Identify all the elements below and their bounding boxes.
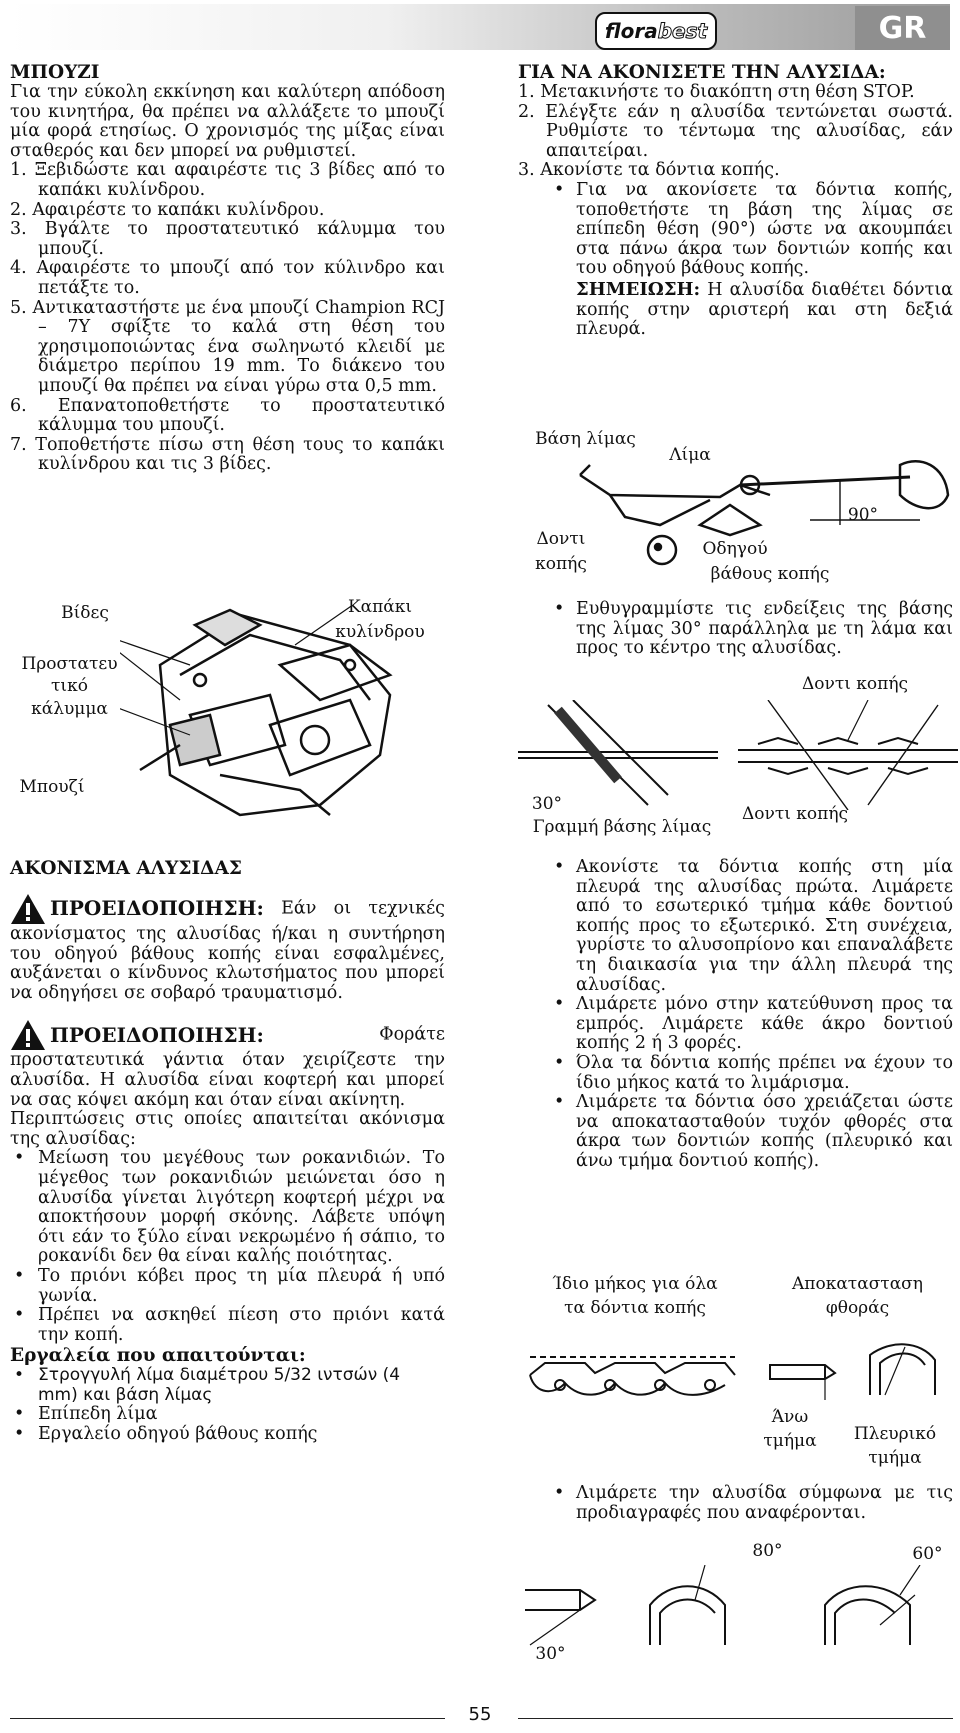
cases-intro: Περιπτώσεις στις οποίες απαιτείται ακόνισμα της αλυσίδας: xyxy=(10,1109,445,1149)
label-gauge-1: Οδηγού xyxy=(702,539,768,559)
file-spec-illustration xyxy=(520,1565,950,1650)
label-restore-1: Αποκατασταση xyxy=(792,1274,923,1294)
label-guard-3: κάλυμμα xyxy=(31,699,108,719)
page-number: 55 xyxy=(468,1704,492,1725)
label-restore-2: φθοράς xyxy=(825,1298,890,1318)
warning-1-text: Εάν οι τεχνικές ακονίσματος της αλυσίδας ή/και η συντήρηση του οδηγού βάθους κοπής είναι εσφαλμένες, αυξάνεται ο κίνδυνος κλωτσήματος που μπορεί να οδηγήσει σε σοβαρό τραυματισμό. xyxy=(10,898,445,1003)
warning-2 xyxy=(10,1019,445,1110)
spark-step: 5. Αντικαταστήστε με ένα μπουζί Champion RCJ – 7Y σφίξτε το καλά στη θέση του χρησιμοποιώντας ένα σωληνωτό κλειδί με διάμετρο περίπου 19 mm. Το διάκενο του μπουζί θα πρέπει να είναι γύρω στα 0,5 mm. xyxy=(10,297,445,396)
spark-step: 3. Βγάλτε το προστατευτικό κάλυμμα του μπουζί. xyxy=(10,219,445,259)
warning-1-heading: ΠΡΟΕΙΔΟΠΟΙΗΣΗ: xyxy=(50,896,264,921)
sharpen-step: 3. Ακονίστε τα δόντια κοπής. xyxy=(518,160,780,181)
note-heading: ΣΗΜΕΙΩΣΗ: xyxy=(576,278,701,300)
right-final xyxy=(518,1484,953,1523)
chain-sharpening-title: ΑΚΟΝΙΣΜΑ ΑΛΥΣΙΔΑΣ xyxy=(10,858,242,879)
right-bullets xyxy=(518,858,953,1172)
warning-1 xyxy=(10,893,445,1003)
label-cylinder-cover-1: Καπάκι xyxy=(347,597,413,617)
file-angle-illustration xyxy=(518,700,958,810)
language-badge: GR xyxy=(855,6,950,50)
spark-step: 1. Ξεβιδώστε και αφαιρέστε τις 3 βίδες από το καπάκι κυλίνδρου. xyxy=(10,160,445,200)
label-guard-2: τικό xyxy=(51,676,88,696)
label-cylinder-cover-2: κυλίνδρου xyxy=(335,622,425,642)
label-upper-1: Άνω xyxy=(771,1407,809,1427)
footer-rule-left xyxy=(10,1718,445,1719)
label-angle-80: 80° xyxy=(752,1541,783,1561)
warning-2-heading: ΠΡΟΕΙΔΟΠΟΙΗΣΗ: xyxy=(50,1022,264,1047)
label-cutter-bottom: Δοντι κοπής xyxy=(741,804,849,824)
label-upper-2: τμήμα xyxy=(763,1431,817,1451)
cutter-wear-illustration xyxy=(525,1335,955,1420)
spark-step: 6. Επανατοποθετήστε το προστατευτικό κάλυμμα του μπουζί. xyxy=(10,395,445,436)
footer-rule-right xyxy=(518,1718,953,1719)
tool-item: • Επίπεδη λίμα xyxy=(10,1405,445,1425)
sharpen-bullet: • Όλα τα δόντια κοπής πρέπει να έχουν το ίδιο μήκος κατά το λιμάρισμα. xyxy=(518,1054,953,1093)
header-bar xyxy=(10,4,950,50)
right-column xyxy=(518,62,953,340)
sharpen-step: 2. Ελέγξτε εάν η αλυσίδα τεντώνεται σωστά. Ρυθμίστε το τέντωμα της αλυσίδας, εάν απαιτείραι. xyxy=(518,101,953,161)
florabest-logo: flora best xyxy=(595,12,717,50)
warning-icon xyxy=(10,1019,46,1051)
right-align-block xyxy=(518,600,953,659)
sharpen-step: 1. Μετακινήστε το διακόπτη στη θέση STOP. xyxy=(518,82,915,102)
left-column-lower xyxy=(10,858,445,1445)
case-item: • Πρέπει να ασκηθεί πίεση στο πριόνι κατά την κοπή. xyxy=(10,1306,445,1345)
tool-item: • Εργαλείο οδηγού βάθους κοπής xyxy=(10,1425,445,1445)
warning-2-text: Φοράτε προστατευτικά γάντια όταν χειρίζεστε την αλυσίδα. Η αλυσίδα είναι κοφτερή και μπορεί να σας κόψει ακόμη και όταν είναι ακίνητη. xyxy=(10,1024,445,1110)
spark-step: 2. Αφαιρέστε το καπάκι κυλίνδρου. xyxy=(10,199,325,220)
note-text: Η αλυσίδα διαθέτει δόντια κοπής στην αριστερή και στη δεξιά πλευρά. xyxy=(576,279,953,340)
label-spark-plug: Μπουζί xyxy=(19,777,85,797)
tools-title: Εργαλεία που απαιτούνται: xyxy=(10,1345,306,1367)
label-file-base: Βάση λίμας xyxy=(535,429,636,449)
sharpen-bullet: • Λιμάρετε τα δόντια όσο χρειάζεται ώστε να αποκατασταθούν τυχόν φθορές στα άκρα των δοντιών κοπής (πλευρικό και άνω τμήμα δοντιού κοπής). xyxy=(518,1093,953,1171)
label-cutter-2: κοπής xyxy=(535,554,587,574)
spark-step: 4. Αφαιρέστε το μπουζί από τον κύλινδρο και πετάξτε το. xyxy=(10,258,445,298)
label-base-line: Γραμμή βάσης λίμας xyxy=(532,817,712,837)
label-angle-30: 30° xyxy=(531,794,563,814)
label-file: Λίμα xyxy=(669,445,711,465)
sharpen-bullet: • Ακονίστε τα δόντια κοπής στη μία πλευρά της αλυσίδας πρώτα. Λιμάρετε από το εσωτερικό τμήμα κάθε δοντιού κοπής προς το εξωτερικό. Στη συνέχεια, γυρίστε το αλυσοπρίονο και επαναλάβετε τη διαικασία για την άλλη πλευρά της αλυσίδας. xyxy=(518,858,953,995)
label-side-1: Πλευρικό xyxy=(853,1424,937,1444)
label-same-length-2: τα δόντια κοπής xyxy=(564,1298,706,1318)
case-item: • Το πριόνι κόβει προς τη μία πλευρά ή υπό γωνία. xyxy=(10,1267,445,1306)
align-bullet: • Ευθυγραμμίστε τις ενδείξεις της βάσης της λίμας 30° παράλληλα με τη λάμα και προς το κέντρο της αλυσίδας. xyxy=(518,600,953,659)
spark-plug-intro: Για την εύκολη εκκίνηση και καλύτερη απόδοση του κινητήρα, θα πρέπει να αλλάξετε το μπουζί μία φορά ετησίως. Ο χρονισμός της μίξας είναι σταθερός και δεν μπορεί να ρυθμιστεί. xyxy=(10,82,445,161)
label-guard-1: Προστατευ xyxy=(21,654,118,674)
label-angle-90: 90° xyxy=(847,505,879,525)
warning-icon xyxy=(10,893,46,925)
note xyxy=(518,279,953,340)
label-angle-60: 60° xyxy=(912,1544,943,1564)
label-cutter-1: Δοντι xyxy=(536,529,586,549)
sharpen-bullet: • Λιμάρετε μόνο στην κατεύθυνση προς τα εμπρός. Λιμάρετε κάθε άκρο δοντιού κοπής 2 ή 3 φορές. xyxy=(518,995,953,1054)
case-item: • Μείωση του μεγέθους των ροκανιδιών. Το μέγεθος των ροκανιδιών μειώνεται όσο η αλυσίδα γίνεται λιγότερη κοφτερή μέχρι να αποκτήσουν μορφή σκόνης. Λάβετε υπόψη ότι εάν το ξύλο είναι νεκρωμένο ή σάπιο, το ροκανίδι δεν θα είναι καλής ποιότητας. xyxy=(10,1149,445,1267)
label-gauge-2: βάθους κοπής xyxy=(710,564,830,584)
label-angle-30-spec: 30° xyxy=(535,1644,566,1664)
label-same-length-1: Ίδιο μήκος για όλα xyxy=(552,1274,718,1294)
label-screws: Βίδες xyxy=(61,603,109,623)
sharpen-steps-title: ΓΙΑ ΝΑ ΑΚΟΝΙΣΕΤΕ ΤΗΝ ΑΛΥΣΙΔΑ: xyxy=(518,62,886,83)
left-column xyxy=(10,62,445,475)
label-cutter-top: Δοντι κοπής xyxy=(801,674,909,694)
label-side-2: τμήμα xyxy=(868,1448,922,1468)
spark-step: 7. Τοποθετήστε πίσω στη θέση τους το καπάκι κυλίνδρου και τις 3 βίδες. xyxy=(10,434,445,475)
tool-item: • Στρογγυλή λίμα διαμέτρου 5/32 ιντσών (4 mm) και βάση λίμας xyxy=(10,1366,445,1405)
final-bullet: • Λιμάρετε την αλυσίδα σύμφωνα με τις προδιαγραφές που αναφέρονται. xyxy=(518,1484,953,1523)
spark-plug-title: ΜΠΟΥΖΙ xyxy=(10,62,100,83)
step3-bullet: • Για να ακονίσετε τα δόντια κοπής, τοποθετήστε τη βάση της λίμας σε επίπεδη θέση (90°) ώστε να ακουμπάει στα πάνω άκρα των δοντιών κοπής και του οδηγού βάθους κοπής. xyxy=(518,181,953,279)
